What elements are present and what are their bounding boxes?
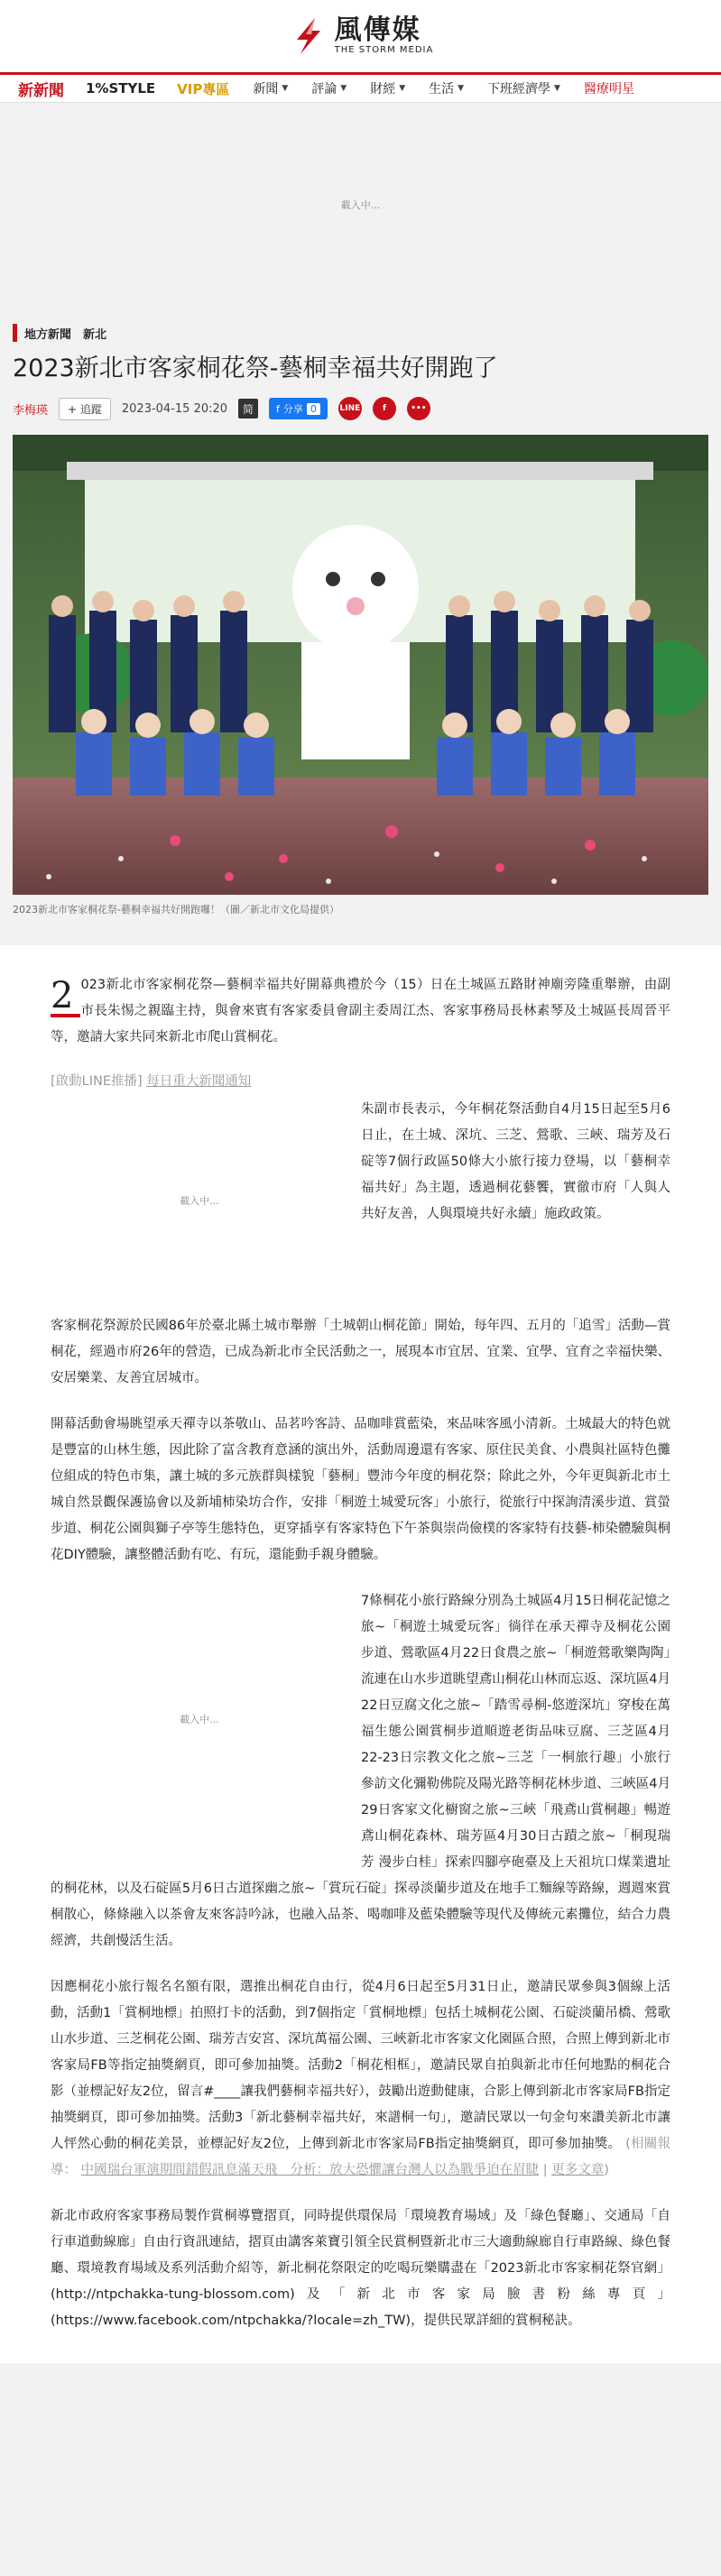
chevron-down-icon: ▼ [458,84,465,93]
nav-item-label: 財經 [370,82,396,97]
image-caption: 2023新北市客家桐花祭-藝桐幸福共好開跑囉！（圖／新北市文化局提供） [13,904,339,916]
nav-item-medical-star[interactable]: 醫療明星 [583,82,634,97]
facebook-circle-icon[interactable]: f [373,397,396,420]
paragraph-1 [51,972,670,1051]
nav-item-label: 生活 [429,82,455,97]
paragraph-7: 新北市政府客家事務局製作賞桐導覽摺頁，同時提供環保局「環境教育場域」及「綠色餐廳」、交通局「自行車道動線廊」自由行資訊連結，摺頁由講客萊寶引領全民賞桐暨新北市三大適動線廊自行車路線、綠色餐廳、環境教育場域及系列活動介紹等，新北桐花祭限定的吃喝玩樂購盡在「2023新北市客家桐花祭官網」(http://ntpchakka-tung-blossom.com)及「新北市客家局臉書粉絲專頁」(https://www.facebook.com/ntpchakka/?locale=zh_TW)，提供民眾詳細的賞桐秘訣。 [51,2209,670,2329]
promo-link[interactable]: 每日重大新聞通知 [146,1074,252,1090]
line-share-button[interactable]: LINE [338,397,362,420]
page-title: 2023新北市客家桐花祭-藝桐幸福共好開跑了 [13,354,498,382]
nav-item-life[interactable] [429,79,464,97]
ad-loading-text: 載入中... [180,1714,219,1726]
paragraph-1-text: 023新北市客家桐花祭—藝桐幸福共好開幕典禮於今（15）日在土城區五路財神廟旁隆重舉辦，由副市長朱惕之親臨主持，與會來賓有客家委員會副主委周江杰、客家事務局長林素琴及土城區長周晉平等，邀請大家共同來新北市爬山賞桐花。 [51,978,670,1045]
category-label[interactable]: 地方新聞 新北 [24,327,107,342]
inline-ad-slot-2[interactable] [51,1588,348,1850]
site-header [0,0,721,72]
nav-item-label: 評論 [311,82,337,97]
related-close: ) [604,2163,609,2178]
related-separator: | [542,2163,548,2178]
line-push-promo[interactable] [51,1071,670,1090]
more-options-icon[interactable]: ••• [407,397,430,420]
follow-button[interactable]: + 追蹤 [59,398,111,420]
share-count: 0 [307,403,320,415]
ad-loading-text: 載入中... [180,1195,219,1208]
author-link[interactable]: 李梅瑛 [13,403,49,418]
paragraph-5: 7條桐花小旅行路線分別為土城區4月15日桐花記憶之旅~「桐遊土城愛玩客」徜徉在承天禪寺及桐花公園步道、鶯歌區4月22日食農之旅~「桐遊鶯歌樂陶陶」流連在山水步道眺望鳶山桐花山林而忘返、深坑區4月22日豆腐文化之旅~「踏雪尋桐-悠遊深坑」穿梭在萬福生態公園賞桐步道順遊老街品味豆腐、三芝區4月22-23日宗教文化之旅~三芝「一桐旅行趣」小旅行參訪文化彌勒佛院及陽光路等桐花林步道、三峽區4月29日客家文化櫥窗之旅~三峽「飛鳶山賞桐趣」暢遊鳶山桐花森林、瑞芳區4月30日古蹟之旅~「桐現瑞芳 漫步白桂」探索四腳亭砲臺及上天祖坑口煤業遺址的桐花林，以及石碇區5月6日古道探幽之旅~「賞玩石碇」探尋淡蘭步道及在地手工麵線等路線，週週來賞桐散心，條條融入以茶會友來客詩吟詠，也融入品茶、喝咖啡及藍染體驗等現代及傳統元素攤位，結合力農經濟，共創慢活生活。 [51,1594,670,1949]
publish-date: 2023-04-15 20:20 [121,401,228,416]
dropcap: 2 [51,978,80,1017]
related-label: (相關報導： [51,2137,670,2178]
logo-title: 風傳媒 [334,14,421,46]
paragraph-2: 朱副市長表示，今年桐花祭活動自4月15日起至5月6日止，在土城、深坑、三芝、鶯歌、三峽、瑞芳及石碇等7個行政區50條大小旅行接力登場，以「藝桐幸福共好」為主題，透過桐花藝饗，實徹市府「人與人共好友善，人與環境共好永續」施政政策。 [361,1102,670,1222]
ad-paragraph-block-2 [51,1588,670,1974]
more-articles-link[interactable]: 更多文章 [551,2163,605,2178]
paragraph-3: 客家桐花祭源於民國86年於臺北縣土城市舉辦「土城朝山桐花節」開始，每年四、五月的「追雪」活動—賞桐花，經過市府26年的營造，已成為新北市全民活動之一，展現本市宜居、宜業、宜學、宜育之幸福快樂、安居樂業、友善宜居城市。 [51,1319,670,1386]
paragraph-6-text: 因應桐花小旅行報名名額有限，選推出桐花自由行，從4月6日起至5月31日止，邀請民眾參與3個線上活動，活動1「賞桐地標」拍照打卡的活動，到7個指定「賞桐地標」包括土城桐花公園、石碇淡蘭吊橋、鶯歌山水步道、三芝桐花公園、瑞芳吉安宮、深坑萬福公園、三峽新北市客家文化園區合照，合照上傳到新北市客家局FB等指定抽獎網頁，即可參加抽獎。活動2「桐花相框」，邀請民眾自拍與新北市任何地點的桐花合影（並標記好友2位，留言#____讓我們藝桐幸福共好），鼓勵出遊動健康，合影上傳到新北市客家局FB指定抽獎網頁，即可參加抽獎。活動3「新北藝桐幸福共好，來譜桐一句」，邀請民眾以一句金句來讚美新北市讓人怦然心動的桐花美景，並標記好友2位，上傳到新北市客家局FB指定抽獎網頁，即可參加抽獎。 [51,1980,670,2152]
nav-item-economics[interactable] [487,79,560,97]
storm-logo-icon [288,16,328,56]
chevron-down-icon: ▼ [554,84,560,93]
category-marker [13,324,17,342]
nav-item-news[interactable] [253,79,288,97]
nav-item-label: 新聞 [253,82,279,97]
related-article-link[interactable]: 中國瑞台軍演期間錯假訊息滿天飛 分析：放大恐懼讓台灣人以為戰爭迫在眉睫 [80,2163,540,2178]
nav-style-link[interactable]: 1%STYLE [86,80,156,97]
paragraph-6 [51,1974,670,2184]
nav-vip-link[interactable]: VIP專區 [177,80,230,97]
chevron-down-icon: ▼ [340,84,347,93]
share-label: 分享 [282,403,303,416]
facebook-icon: f [276,402,280,415]
promo-bracket: [啟動LINE推播] [51,1074,143,1090]
article-body [0,945,721,2363]
site-logo[interactable] [288,16,434,56]
chevron-down-icon: ▼ [282,84,289,93]
logo-subtitle: THE STORM MEDIA [334,45,434,55]
facebook-share-button[interactable] [269,398,328,419]
ad-loading-text: 載入中... [340,198,381,211]
simplified-chinese-button[interactable]: 简 [238,399,258,419]
paragraph-4: 開幕活動會場眺望承天禪寺以茶敬山、品茗吟客詩、品咖啡賞藍染，來品味客風小清新。土城最大的特色就是豐富的山林生態，因此除了富含教育意涵的演出外，活動周邊還有客家、原住民美食、小農與社區特色攤位組成的特色市集，讓土城的多元族群與樣貌「藝桐」豐沛今年度的桐花祭；除此之外，今年更與新北市土城自然景觀保護協會以及新埔柿染坊合作，安排「桐遊土城愛玩客」小旅行，從旅行中探詢清溪步道、賞螢步道、桐花公園與獅子亭等生態特色，更穿插享有客家特色下午茶與崇尚儉樸的客家特有技藝-柿染體驗與桐花DIY體驗，讓整體活動有吃、有玩，還能動手親身體驗。 [51,1417,670,1563]
top-ad-slot[interactable] [0,103,721,306]
chevron-down-icon: ▼ [399,84,406,93]
article-meta [13,397,708,420]
main-nav [0,72,721,103]
nav-item-finance[interactable] [370,79,405,97]
nav-item-opinion[interactable] [311,79,347,97]
hero-image [13,435,708,895]
inline-ad-slot-1[interactable] [51,1097,348,1304]
nav-item-label: 下班經濟學 [487,82,551,97]
nav-newnews-link[interactable]: 新新聞 [18,81,64,100]
ad-paragraph-block-1 [51,1097,670,1313]
breadcrumb [13,324,708,342]
